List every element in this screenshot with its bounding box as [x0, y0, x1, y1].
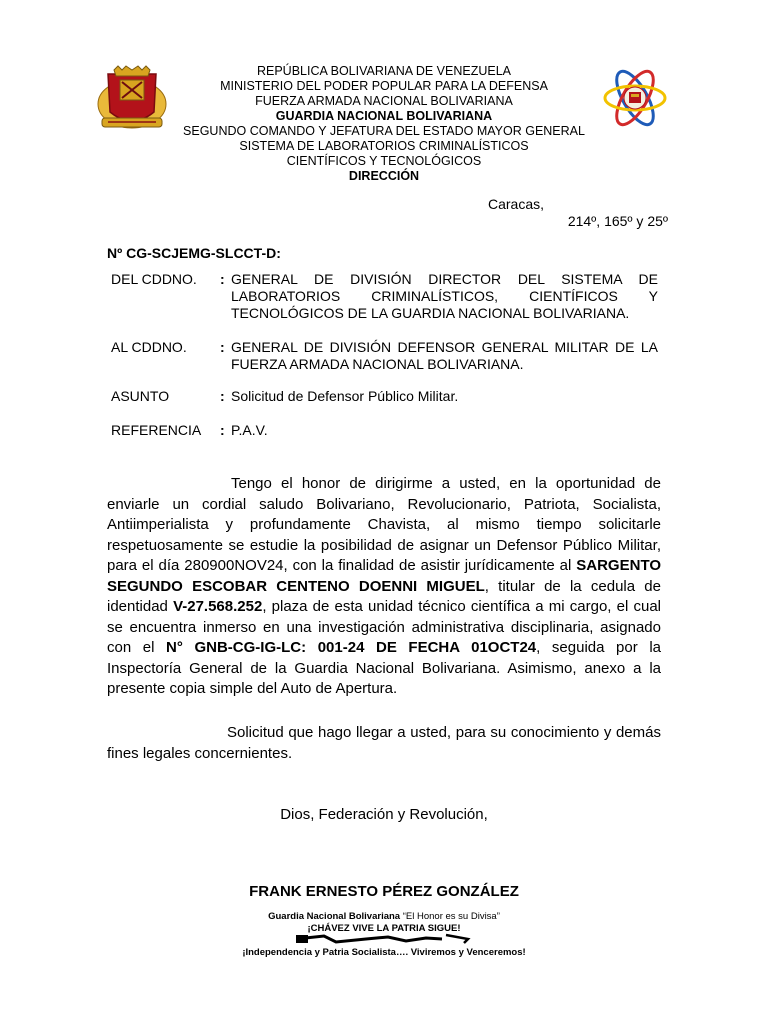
p1-text-d: , seguida por la Inspectoría General de la Guardia Nacional Bolivariana. Asimismo, anexo a la presente copia simple del Auto de Apertura. — [107, 639, 661, 697]
p1-text-c: , plaza de esta unidad técnico científica a mi cargo, el cual se encuentra inmerso en una investigación administrativa disciplinaria, asignado con el — [107, 598, 661, 656]
p1-text-b: , titular de la cedula de identidad — [107, 577, 661, 615]
case-number: N° GNB-CG-IG-LC: 001-24 DE FECHA 01OCT24 — [166, 639, 537, 656]
header-line-ministerio: MINISTERIO DEL PODER POPULAR PARA LA DEFENSA — [220, 79, 548, 93]
footer-motto-open: “ — [400, 911, 406, 922]
footer-motto: El Honor es su Divisa — [405, 911, 497, 922]
del-label: DEL CDDNO. — [111, 271, 197, 287]
header-line-republica: REPÚBLICA BOLIVARIANA DE VENEZUELA — [256, 64, 512, 78]
referencia-colon: : — [220, 422, 225, 438]
p1-text-a: Tengo el honor de dirigirme a usted, en la oportunidad de enviarle un cordial saludo Bolivariano, Revolucionario, Patriota, Socialista, Antiimperialista y profundamente Chavista, al mismo tiempo solicitarle respetuosamente se estudie la posibilidad de asignar un Defensor Público Militar, para el día 280900NOV24, con la finalidad de asistir jurídicamente al — [107, 475, 661, 574]
date-years: 214º, 165º y 25º — [567, 213, 668, 229]
header-line-gnb: GUARDIA NACIONAL BOLIVARIANA — [275, 109, 493, 123]
asunto-value: Solicitud de Defensor Público Militar. — [231, 388, 459, 404]
footer-motto-close: ” — [496, 911, 500, 922]
sergeant-name: SARGENTO SEGUNDO ESCOBAR CENTENO DOENNI MIGUEL — [107, 557, 661, 595]
signature-graphic — [296, 932, 472, 944]
del-colon: : — [220, 271, 225, 287]
referencia-label: REFERENCIA — [111, 422, 202, 438]
header-line-comando: SEGUNDO COMANDO Y JEFATURA DEL ESTADO MAYOR GENERAL — [183, 124, 585, 138]
body-paragraph-1 — [107, 474, 661, 700]
header-line-cientificos: CIENTÍFICOS Y TECNOLÓGICOS — [286, 154, 482, 168]
place: Caracas — [488, 196, 541, 212]
asunto-label: ASUNTO — [111, 388, 170, 404]
closing-salutation: Dios, Federación y Revolución, — [280, 806, 488, 823]
header-line-sistema: SISTEMA DE LABORATORIOS CRIMINALÍSTICOS — [239, 139, 529, 153]
footer-independencia-line: ¡Independencia y Patria Socialista…. Viviremos y Venceremos! — [242, 947, 526, 958]
signer-name: FRANK ERNESTO PÉREZ GONZÁLEZ — [249, 883, 519, 900]
id-number: V-27.568.252 — [173, 598, 263, 615]
footer-org: Guardia Nacional Bolivariana — [268, 911, 401, 922]
header-line-direccion: DIRECCIÓN — [348, 169, 420, 183]
asunto-colon: : — [220, 388, 225, 404]
del-value: GENERAL DE DIVISIÓN DIRECTOR DEL SISTEMA DE LABORATORIOS CRIMINALÍSTICOS, CIENTÍFICOS Y TECNOLÓGICOS DE LA GUARDIA NACIONAL BOLIVARIANA. — [231, 271, 658, 321]
header-line-fanb: FUERZA ARMADA NACIONAL BOLIVARIANA — [255, 94, 513, 108]
footer-chavez-line: ¡CHÁVEZ VIVE LA PATRIA SIGUE! — [307, 923, 461, 934]
document-number: Nº CG-SCJEMG-SLCCT-D: — [107, 245, 281, 261]
al-colon: : — [220, 339, 225, 355]
referencia-value: P.A.V. — [231, 422, 268, 438]
al-label: AL CDDNO. — [111, 339, 187, 355]
al-value: GENERAL DE DIVISIÓN DEFENSOR GENERAL MILITAR DE LA FUERZA ARMADA NACIONAL BOLIVARIANA. — [231, 339, 658, 372]
place-date: Caracas, — [488, 196, 545, 212]
body-paragraph-2: Solicitud que hago llegar a usted, para su conocimiento y demás fines legales concernientes. — [107, 724, 661, 762]
footer-motto-line — [150, 911, 618, 922]
